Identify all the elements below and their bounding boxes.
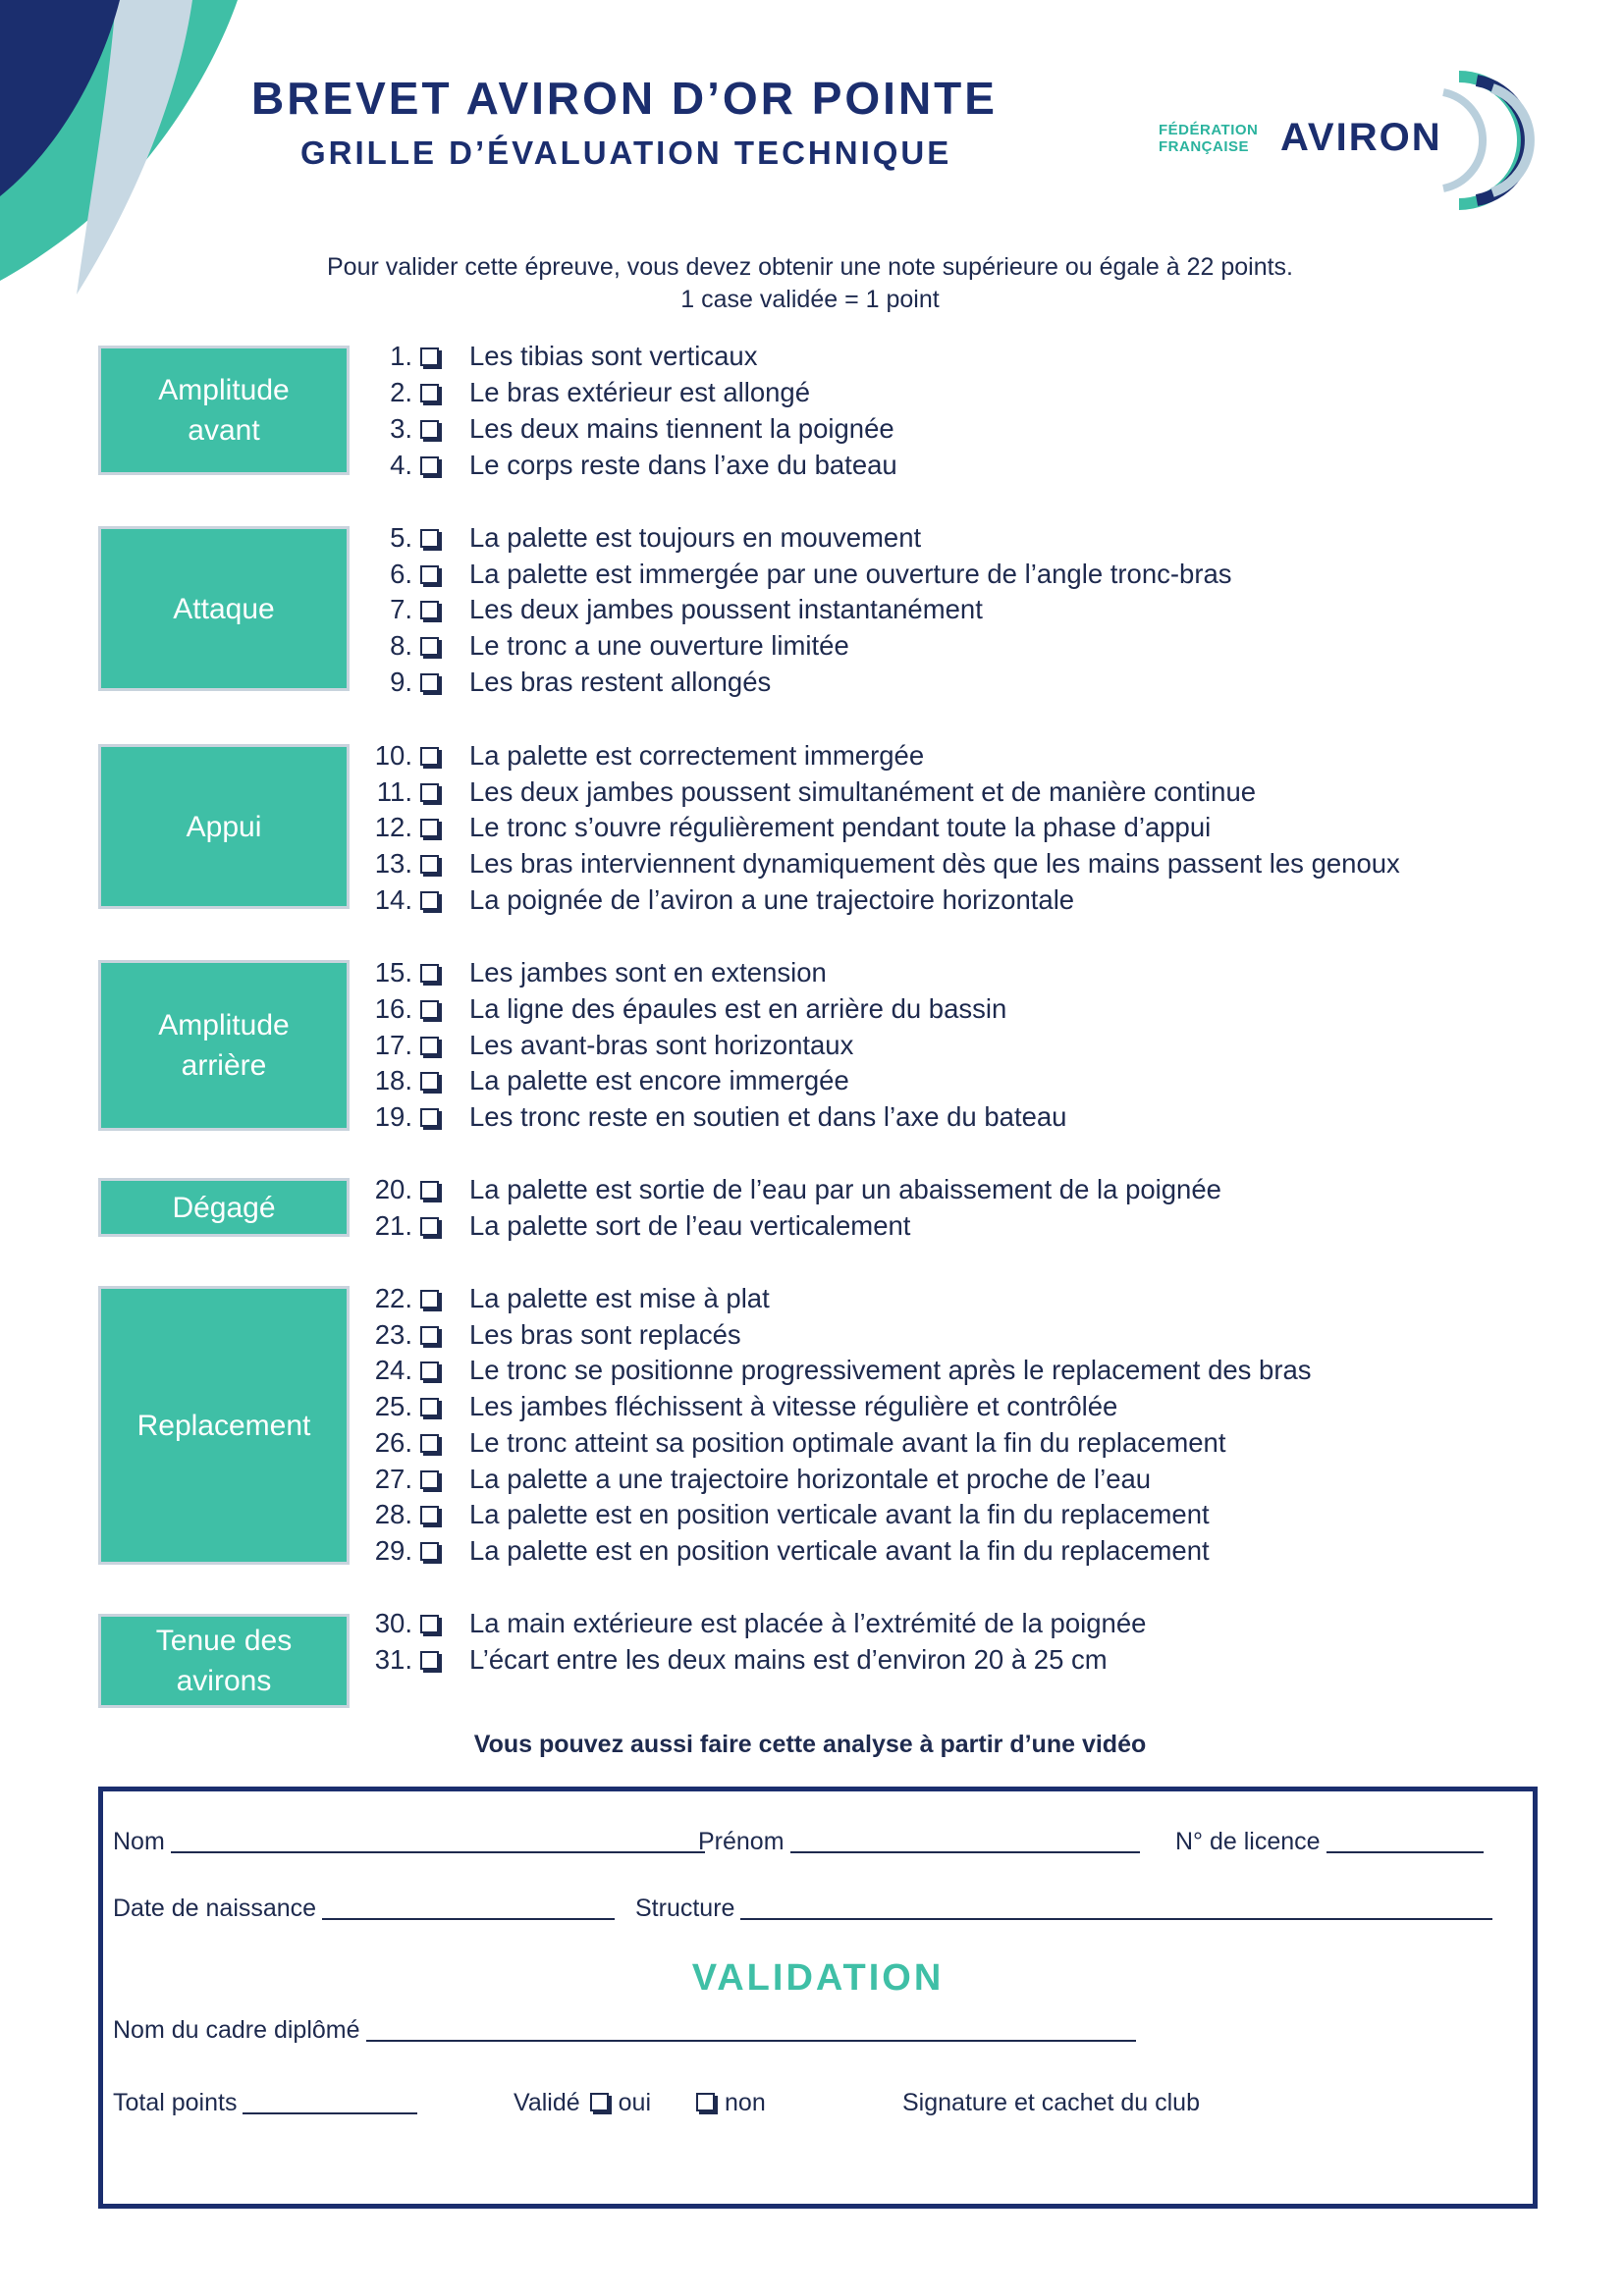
checkbox-icon[interactable] xyxy=(420,1217,439,1236)
item-number: 22. xyxy=(374,1283,412,1313)
criterion-item[interactable] xyxy=(361,1172,1221,1207)
prenom-label: Prénom xyxy=(698,1828,785,1855)
criterion-item[interactable] xyxy=(361,1099,1067,1135)
nom-label: Nom xyxy=(113,1828,165,1855)
checkbox-icon[interactable] xyxy=(420,384,439,402)
item-text: La palette sort de l’eau verticalement xyxy=(469,1210,911,1241)
checkbox-icon[interactable] xyxy=(420,1326,439,1345)
category-amplitude-avant: Amplitude avant xyxy=(98,346,350,475)
item-number: 19. xyxy=(374,1101,412,1132)
checkbox-icon[interactable] xyxy=(420,855,439,874)
checkbox-icon[interactable] xyxy=(420,1290,439,1308)
criterion-item[interactable] xyxy=(361,1063,849,1098)
non-label: non xyxy=(725,2089,766,2116)
item-number: 16. xyxy=(374,993,412,1024)
licence-field[interactable] xyxy=(1175,1825,1484,1858)
criterion-item[interactable] xyxy=(361,1028,854,1063)
item-text: Les bras sont replacés xyxy=(469,1319,741,1350)
cadre-field[interactable] xyxy=(113,2013,1136,2047)
item-number: 18. xyxy=(374,1065,412,1095)
item-number: 27. xyxy=(374,1464,412,1494)
ffa-logo xyxy=(1159,67,1551,214)
video-note: Vous pouvez aussi faire cette analyse à partir d’une vidéo xyxy=(473,1731,1147,1758)
structure-line[interactable] xyxy=(740,1896,1492,1920)
checkbox-icon[interactable] xyxy=(420,529,439,548)
criterion-item[interactable] xyxy=(361,774,1257,810)
criterion-item[interactable] xyxy=(361,991,1007,1027)
criterion-item[interactable] xyxy=(361,1208,911,1244)
item-number: 6. xyxy=(390,559,412,589)
item-text: La palette est encore immergée xyxy=(469,1065,849,1095)
structure-field[interactable] xyxy=(635,1892,1492,1925)
item-text: Le bras extérieur est allongé xyxy=(469,377,811,407)
item-text: La palette est mise à plat xyxy=(469,1283,770,1313)
item-text: Le tronc a une ouverture limitée xyxy=(469,630,849,661)
item-number: 7. xyxy=(390,594,412,624)
checkbox-icon[interactable] xyxy=(420,347,439,366)
corner-decoration xyxy=(0,0,255,304)
page-title: BREVET AVIRON D’OR POINTE xyxy=(251,73,998,124)
item-text: Les avant-bras sont horizontaux xyxy=(469,1030,854,1060)
item-number: 24. xyxy=(374,1355,412,1385)
checkbox-icon[interactable] xyxy=(420,1615,439,1633)
checkbox-icon[interactable] xyxy=(420,1398,439,1416)
criterion-item[interactable] xyxy=(361,1533,1210,1569)
item-number: 29. xyxy=(374,1535,412,1566)
signature-label: Signature et cachet du club xyxy=(902,2089,1200,2116)
item-number: 4. xyxy=(390,450,412,480)
checkbox-icon[interactable] xyxy=(420,637,439,656)
intro-text xyxy=(245,251,1375,316)
criterion-item[interactable] xyxy=(361,448,897,483)
licence-label: N° de licence xyxy=(1175,1828,1321,1855)
item-number: 12. xyxy=(374,812,412,842)
criterion-item[interactable] xyxy=(361,411,894,447)
non-checkbox-icon[interactable] xyxy=(696,2093,715,2111)
criterion-item[interactable] xyxy=(361,1497,1210,1532)
checkbox-icon[interactable] xyxy=(420,1434,439,1453)
category-amplitude-arriere: Amplitude arrière xyxy=(98,960,350,1131)
checkbox-icon[interactable] xyxy=(420,1037,439,1055)
criterion-item[interactable] xyxy=(361,810,1212,845)
checkbox-icon[interactable] xyxy=(420,420,439,439)
category-replacement: Replacement xyxy=(98,1286,350,1565)
item-text: La main extérieure est placée à l’extrémité de la poignée xyxy=(469,1608,1147,1638)
item-text: Les tronc reste en soutien et dans l’axe du bateau xyxy=(469,1101,1067,1132)
criterion-item[interactable] xyxy=(361,1389,1118,1424)
item-number: 28. xyxy=(374,1499,412,1529)
item-text: La poignée de l’aviron a une trajectoire horizontale xyxy=(469,884,1075,915)
item-text: Le corps reste dans l’axe du bateau xyxy=(469,450,897,480)
oui-checkbox-icon[interactable] xyxy=(590,2093,609,2111)
item-text: Les bras restent allongés xyxy=(469,667,772,697)
criterion-item[interactable] xyxy=(361,592,983,627)
criterion-item[interactable] xyxy=(361,1462,1152,1497)
item-text: Les deux jambes poussent simultanément et de manière continue xyxy=(469,776,1257,807)
checkbox-icon[interactable] xyxy=(420,456,439,475)
intro-line-1: Pour valider cette épreuve, vous devez obtenir une note supérieure ou égale à 22 points. xyxy=(327,253,1293,281)
item-number: 1. xyxy=(390,341,412,371)
item-text: La palette est toujours en mouvement xyxy=(469,522,922,553)
criterion-item[interactable] xyxy=(361,1281,770,1316)
page-subtitle: GRILLE D’ÉVALUATION TECHNIQUE xyxy=(300,134,952,171)
item-text: Le tronc s’ouvre régulièrement pendant toute la phase d’appui xyxy=(469,812,1212,842)
item-text: Les deux mains tiennent la poignée xyxy=(469,413,894,444)
category-appui: Appui xyxy=(98,744,350,909)
criterion-item[interactable] xyxy=(361,846,1400,881)
naissance-line[interactable] xyxy=(322,1896,615,1920)
criterion-item[interactable] xyxy=(361,1425,1226,1461)
item-text: Les jambes sont en extension xyxy=(469,957,827,988)
item-number: 9. xyxy=(390,667,412,697)
oui-label: oui xyxy=(618,2089,652,2116)
category-attaque: Attaque xyxy=(98,526,350,691)
total-field[interactable] xyxy=(113,2086,417,2119)
checkbox-icon[interactable] xyxy=(420,601,439,619)
item-text: Les tibias sont verticaux xyxy=(469,341,758,371)
intro-line-2: 1 case validée = 1 point xyxy=(680,286,940,313)
item-text: Le tronc se positionne progressivement après le replacement des bras xyxy=(469,1355,1312,1385)
total-line[interactable] xyxy=(243,2091,417,2114)
checkbox-icon[interactable] xyxy=(420,1651,439,1670)
checkbox-icon[interactable] xyxy=(420,1000,439,1019)
valide-field xyxy=(514,2086,766,2119)
nom-line[interactable] xyxy=(171,1830,705,1853)
item-number: 3. xyxy=(390,413,412,444)
item-text: La palette est sortie de l’eau par un abaissement de la poignée xyxy=(469,1174,1221,1204)
criterion-item[interactable] xyxy=(361,628,849,664)
criterion-item[interactable] xyxy=(361,1353,1312,1388)
cadre-line[interactable] xyxy=(366,2018,1136,2042)
item-text: La ligne des épaules est en arrière du bassin xyxy=(469,993,1007,1024)
criterion-item[interactable] xyxy=(361,955,827,990)
checkbox-icon[interactable] xyxy=(420,673,439,692)
category-degage: Dégagé xyxy=(98,1178,350,1237)
checkbox-icon[interactable] xyxy=(420,1470,439,1489)
checkbox-icon[interactable] xyxy=(420,565,439,584)
item-text: Le tronc atteint sa position optimale avant la fin du replacement xyxy=(469,1427,1226,1458)
criterion-item[interactable] xyxy=(361,1606,1147,1641)
checkbox-icon[interactable] xyxy=(420,1542,439,1561)
checkbox-icon[interactable] xyxy=(420,1506,439,1524)
item-text: La palette est en position verticale avant la fin du replacement xyxy=(469,1535,1210,1566)
checkbox-icon[interactable] xyxy=(420,1072,439,1091)
criterion-item[interactable] xyxy=(361,1642,1108,1678)
item-number: 13. xyxy=(374,848,412,879)
item-number: 30. xyxy=(374,1608,412,1638)
item-number: 21. xyxy=(374,1210,412,1241)
structure-label: Structure xyxy=(635,1895,735,1922)
checkbox-icon[interactable] xyxy=(420,1181,439,1200)
naissance-field[interactable] xyxy=(113,1892,615,1925)
item-number: 17. xyxy=(374,1030,412,1060)
nom-field[interactable] xyxy=(113,1825,705,1858)
total-label: Total points xyxy=(113,2089,238,2116)
checkbox-icon[interactable] xyxy=(420,964,439,983)
item-number: 14. xyxy=(374,884,412,915)
criterion-item[interactable] xyxy=(361,557,1232,592)
validation-title: VALIDATION xyxy=(691,1957,945,1999)
item-number: 2. xyxy=(390,377,412,407)
criterion-item[interactable] xyxy=(361,520,922,556)
item-number: 31. xyxy=(374,1644,412,1675)
criterion-item[interactable] xyxy=(361,1317,741,1353)
item-number: 15. xyxy=(374,957,412,988)
item-number: 23. xyxy=(374,1319,412,1350)
item-number: 11. xyxy=(376,776,412,807)
logo-federation-text: FÉDÉRATION FRANÇAISE xyxy=(1159,122,1259,155)
licence-line[interactable] xyxy=(1326,1830,1484,1853)
logo-name: AVIRON xyxy=(1280,116,1442,159)
checkbox-icon[interactable] xyxy=(420,1362,439,1380)
item-number: 26. xyxy=(374,1427,412,1458)
checkbox-icon[interactable] xyxy=(420,747,439,766)
item-number: 8. xyxy=(390,630,412,661)
category-tenue-des-avirons: Tenue des avirons xyxy=(98,1614,350,1708)
item-text: L’écart entre les deux mains est d’environ 20 à 25 cm xyxy=(469,1644,1108,1675)
cadre-label: Nom du cadre diplômé xyxy=(113,2016,360,2044)
identity-form xyxy=(98,1787,1538,2209)
valide-label: Validé xyxy=(514,2089,580,2116)
item-number: 10. xyxy=(374,740,412,771)
criterion-item[interactable] xyxy=(361,375,811,410)
criterion-item[interactable] xyxy=(361,665,772,700)
item-text: Les bras interviennent dynamiquement dès que les mains passent les genoux xyxy=(469,848,1400,879)
criterion-item[interactable] xyxy=(361,738,925,774)
prenom-line[interactable] xyxy=(790,1830,1140,1853)
checkbox-icon[interactable] xyxy=(420,1108,439,1127)
item-number: 20. xyxy=(374,1174,412,1204)
item-text: La palette est immergée par une ouverture de l’angle tronc-bras xyxy=(469,559,1232,589)
item-text: La palette est en position verticale avant la fin du replacement xyxy=(469,1499,1210,1529)
item-number: 5. xyxy=(390,522,412,553)
item-text: La palette est correctement immergée xyxy=(469,740,925,771)
naissance-label: Date de naissance xyxy=(113,1895,317,1922)
criterion-item[interactable] xyxy=(361,882,1075,918)
logo-mark-icon xyxy=(1398,67,1545,214)
checkbox-icon[interactable] xyxy=(420,783,439,802)
item-text: Les jambes fléchissent à vitesse régulière et contrôlée xyxy=(469,1391,1118,1421)
checkbox-icon[interactable] xyxy=(420,891,439,910)
item-number: 25. xyxy=(374,1391,412,1421)
criterion-item[interactable] xyxy=(361,339,758,374)
item-text: La palette a une trajectoire horizontale et proche de l’eau xyxy=(469,1464,1152,1494)
prenom-field[interactable] xyxy=(698,1825,1140,1858)
item-text: Les deux jambes poussent instantanément xyxy=(469,594,983,624)
checkbox-icon[interactable] xyxy=(420,819,439,837)
